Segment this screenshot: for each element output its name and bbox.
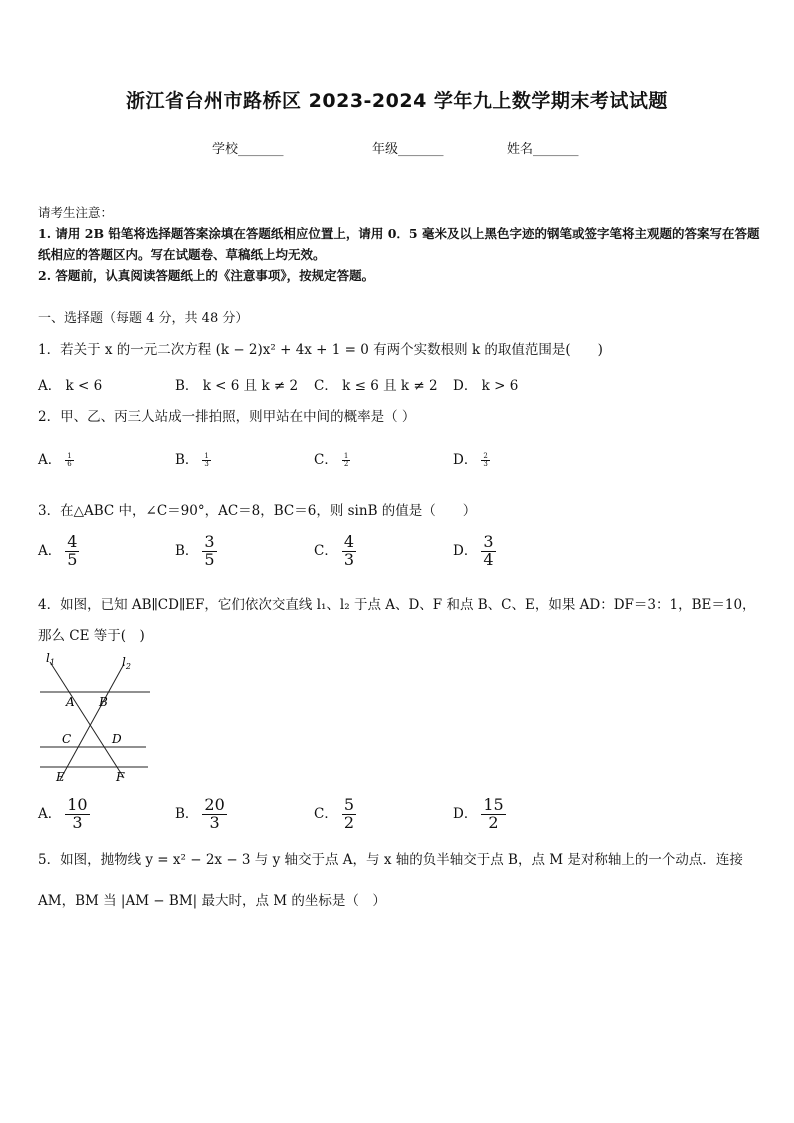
- q3-option-b-label: B．: [175, 542, 199, 559]
- notice-heading: 请考生注意：: [38, 205, 114, 220]
- label-c: C: [62, 732, 72, 746]
- q2-option-d-label: D．: [453, 452, 478, 468]
- q3-option-c[interactable]: [314, 534, 356, 569]
- grade-field[interactable]: 年级_______: [372, 142, 444, 157]
- q2-option-b[interactable]: [175, 448, 211, 468]
- school-field[interactable]: 学校_______: [212, 142, 284, 157]
- q4-option-c-label: C．: [314, 805, 338, 822]
- question-1-stem: 1．若关于 x 的一元二次方程 (k − 2)x² + 4x + 1 = 0 有两个实数根则 k 的取值范围是( ): [38, 342, 603, 358]
- q3-option-d-fraction: $\frac{3}{4}$: [483, 532, 494, 569]
- notice-item-2: 2. 答题前，认真阅读答题纸上的《注意事项》，按规定答题。: [38, 268, 375, 283]
- q3-option-a-label: A．: [38, 542, 62, 559]
- q3-option-a-fraction: $\frac{4}{5}$: [67, 532, 78, 569]
- q2-option-a[interactable]: [38, 448, 74, 468]
- q4-option-b-fraction: $\frac{20}{3}$: [204, 795, 225, 832]
- notice-item-1: 1. 请用 2B 铅笔将选择题答案涂填在答题纸相应位置上，请用 0．5 毫米及以上黑色字迹的钢笔或签字笔将主观题的答案写在答题纸相应的答题区内。写在试题卷、草稿纸上均无效。: [38, 226, 760, 262]
- name-field[interactable]: 姓名_______: [507, 142, 579, 157]
- label-f: F: [116, 770, 125, 784]
- question-3-stem: 3．在△ABC 中，∠C＝90°，AC＝8，BC＝6，则 sinB 的值是（ ）: [38, 503, 477, 519]
- q3-option-b[interactable]: [175, 534, 217, 569]
- section-heading: 一、选择题（每题 4 分，共 48 分）: [38, 311, 249, 326]
- q3-option-d-label: D．: [453, 542, 478, 559]
- q1-option-a[interactable]: A． k < 6: [38, 378, 103, 394]
- q1-option-b[interactable]: B． k < 6 且 k ≠ 2: [175, 378, 299, 394]
- parallel-lines-figure: [36, 650, 156, 790]
- q2-option-b-label: B．: [175, 452, 199, 468]
- q2-option-d-fraction: $\frac{2}{3}$: [483, 451, 488, 468]
- label-l2: $l_2$: [122, 655, 131, 671]
- label-e: E: [56, 770, 65, 784]
- q2-option-a-fraction: $\frac{1}{6}$: [67, 451, 72, 468]
- q1-option-c[interactable]: C． k ≤ 6 且 k ≠ 2: [314, 378, 438, 394]
- q4-option-a-fraction: $\frac{10}{3}$: [67, 795, 88, 832]
- q4-option-a[interactable]: [38, 797, 90, 832]
- label-b: B: [99, 695, 108, 709]
- q4-option-a-label: A．: [38, 805, 62, 822]
- q4-option-c[interactable]: [314, 797, 356, 832]
- question-2-stem: 2．甲、乙、丙三人站成一排拍照，则甲站在中间的概率是（ ）: [38, 409, 416, 425]
- page-title: 浙江省台州市路桥区 2023-2024 学年九上数学期末考试试题: [126, 90, 668, 112]
- q2-option-c-label: C．: [314, 452, 338, 468]
- notice-block: [38, 202, 760, 286]
- q4-option-c-fraction: $\frac{5}{2}$: [343, 795, 355, 832]
- question-5-stem-line-2: AM，BM 当 |AM − BM| 最大时，点 M 的坐标是（ ）: [38, 893, 386, 909]
- label-a: A: [66, 695, 75, 709]
- q3-option-b-fraction: $\frac{3}{5}$: [204, 532, 215, 569]
- q4-option-d[interactable]: [453, 797, 506, 832]
- q2-option-b-fraction: $\frac{1}{3}$: [204, 451, 209, 468]
- q4-option-b-label: B．: [175, 805, 199, 822]
- q2-option-c[interactable]: [314, 448, 350, 468]
- q1-option-d[interactable]: D． k > 6: [453, 378, 519, 394]
- question-5-stem-line-1: 5．如图，抛物线 y = x² − 2x − 3 与 y 轴交于点 A，与 x 轴的负半轴交于点 B，点 M 是对称轴上的一个动点．连接: [38, 852, 743, 868]
- q2-option-c-fraction: $\frac{1}{2}$: [343, 451, 349, 468]
- q4-option-b[interactable]: [175, 797, 227, 832]
- label-l1: $l_1$: [46, 651, 55, 667]
- q3-option-c-label: C．: [314, 542, 338, 559]
- q3-option-a[interactable]: [38, 534, 79, 569]
- q2-option-a-label: A．: [38, 452, 62, 468]
- line-l1: [50, 662, 124, 778]
- question-4-stem-line-2: 那么 CE 等于( ): [38, 628, 145, 644]
- label-d: D: [112, 732, 122, 746]
- q4-option-d-label: D．: [453, 805, 478, 822]
- q3-option-c-fraction: $\frac{4}{3}$: [343, 532, 355, 569]
- question-4-stem-line-1: 4．如图，已知 AB∥CD∥EF，它们依次交直线 l₁、l₂ 于点 A、D、F 和点 B、C、E，如果 AD：DF＝3：1，BE＝10，: [38, 597, 756, 613]
- q2-option-d[interactable]: [453, 448, 490, 468]
- q3-option-d[interactable]: [453, 534, 496, 569]
- q4-option-d-fraction: $\frac{15}{2}$: [483, 795, 504, 832]
